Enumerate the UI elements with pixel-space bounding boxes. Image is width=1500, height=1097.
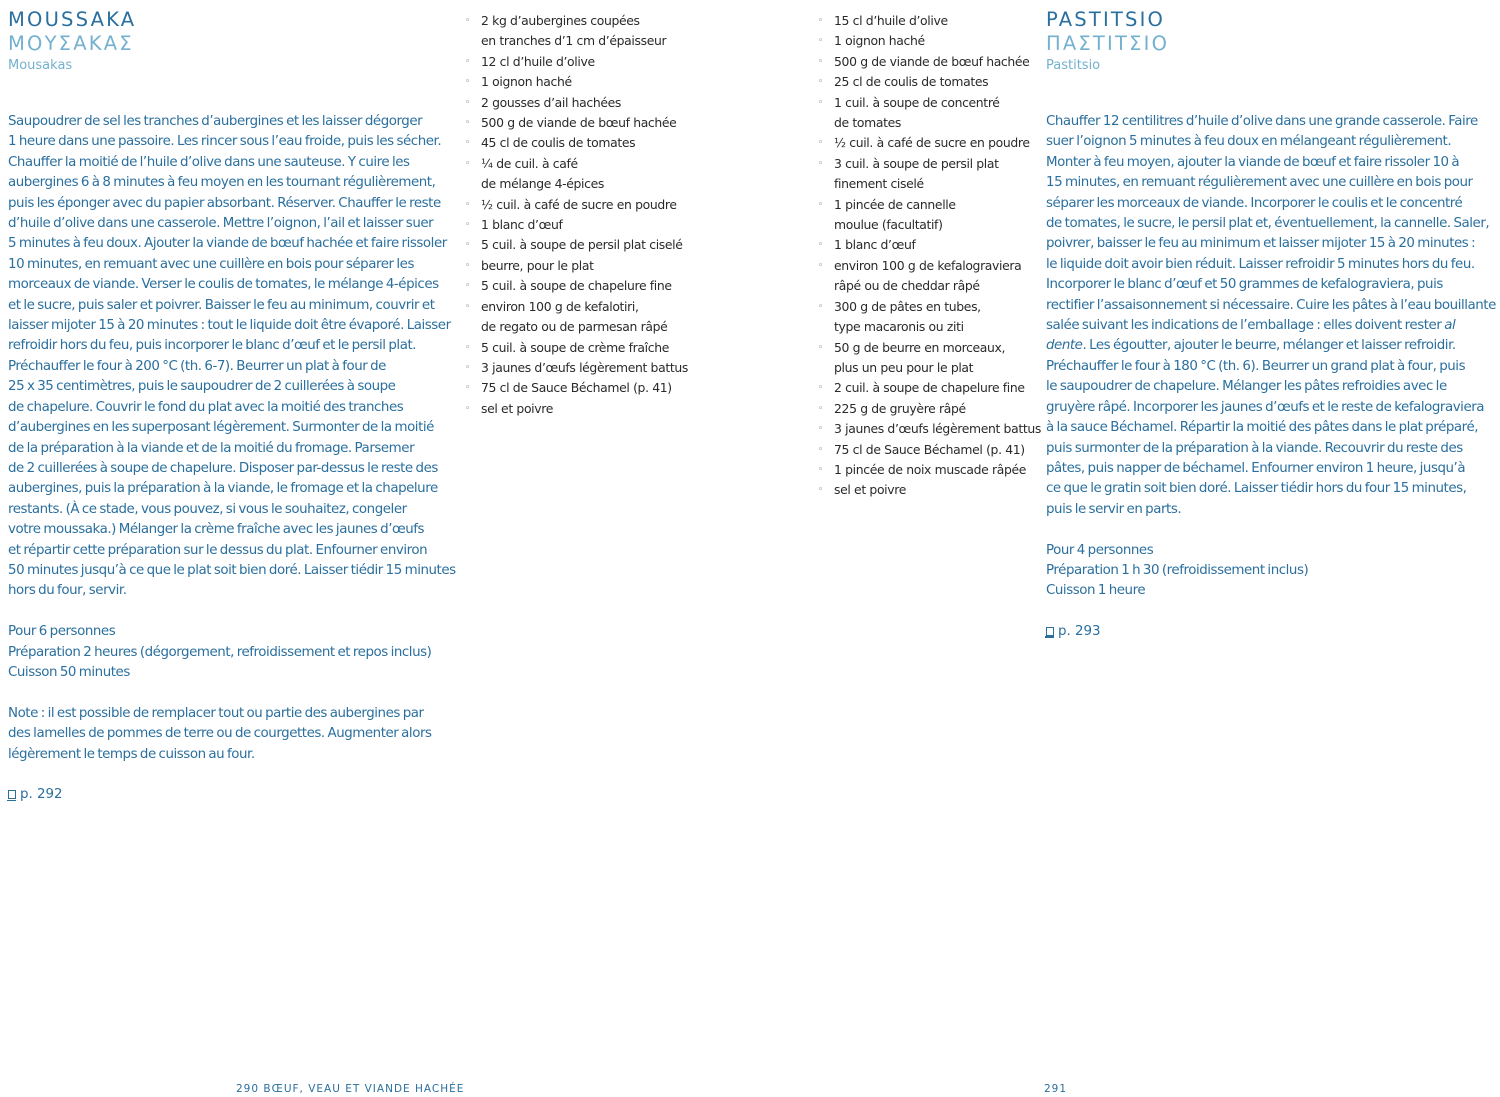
ingredient-text: ½ cuil. à café de sucre en poudre (481, 196, 677, 212)
bullet-icon: ◦ (465, 199, 470, 210)
ingredient-item (818, 399, 1038, 419)
cook-time: Cuisson 50 minutes (8, 664, 130, 680)
ingredient-text: finement ciselé (834, 176, 924, 192)
text-line: pâtes, puis napper de béchamel. Enfourner environ 1 heure, jusqu’à (1046, 460, 1466, 476)
ingredient-text: 1 oignon haché (481, 74, 572, 90)
ingredient-text: 1 blanc d’œuf (834, 237, 916, 253)
ingredient-item (818, 378, 1038, 398)
moussaka-note (8, 704, 453, 765)
ingredient-text: 3 jaunes d’œufs légèrement battus (481, 359, 688, 375)
ingredient-text: environ 100 g de kefalotiri, (481, 298, 639, 314)
text-line: refroidir hors du feu, puis incorporer le blanc d’œuf et le persil plat. (8, 338, 417, 354)
bullet-icon: ◦ (818, 199, 823, 210)
ingredient-text: râpé ou de cheddar râpé (834, 278, 980, 294)
ingredient-text: 5 cuil. à soupe de crème fraîche (481, 339, 669, 355)
page-reference[interactable] (1046, 622, 1496, 642)
ingredient-item (465, 358, 705, 378)
text-line: Chauffer la moitié de l’huile d’olive dans une sauteuse. Y cuire les (8, 154, 410, 170)
ingredient-item (465, 399, 705, 419)
ingredient-item (818, 480, 1038, 500)
text-line: de tomates, le sucre, le persil plat et, éventuellement, la cannelle. Saler, (1046, 216, 1490, 232)
bullet-icon: ◦ (465, 403, 470, 414)
pastitsio-ingredients (818, 11, 1041, 501)
bullet-icon: ◦ (465, 138, 470, 149)
ingredient-text: en tranches d’1 cm d’épaisseur (481, 33, 667, 49)
text-line: votre moussaka.) Mélanger la crème fraîche avec les jaunes d’œufs (8, 522, 425, 538)
ingredient-text: 2 gousses d’ail hachées (481, 94, 622, 110)
text-line: Note : il est possible de remplacer tout ou partie des aubergines par (8, 705, 424, 721)
text-line: poivrer, baisser le feu au minimum et laisser mijoter 15 à 20 minutes : (1046, 236, 1476, 252)
text-line: morceaux de viande. Verser le coulis de tomates, le mélange 4-épices (8, 277, 439, 293)
text-line: de 2 cuillerées à soupe de chapelure. Disposer par-dessus le reste des (8, 460, 438, 476)
ingredient-text: beurre, pour le plat (481, 257, 594, 273)
text-line: le saupoudrer de chapelure. Mélanger les pâtes refroidies avec le (1046, 379, 1447, 395)
ingredient-item (818, 52, 1038, 72)
bullet-icon: ◦ (818, 16, 823, 26)
text-line: salée suivant les indications de l’emballage : elles doivent rester al (1046, 318, 1456, 334)
bullet-icon: ◦ (465, 362, 470, 373)
ingredient-text: 50 g de beurre en morceaux, (834, 339, 1006, 355)
ingredient-text: type macaronis ou ziti (834, 319, 964, 335)
ingredient-item (465, 195, 705, 215)
prep-time: Préparation 1 h 30 (refroidissement inclus) (1046, 562, 1309, 578)
page-reference[interactable] (8, 785, 453, 805)
text-line: suer l’oignon 5 minutes à feu doux en mélangeant régulièrement. (1046, 134, 1452, 150)
ingredient-item (465, 133, 705, 153)
serves: Pour 6 personnes (8, 624, 116, 640)
recipe-title-greek: ΜΟΥΣΑΚΑΣ (8, 32, 134, 55)
page-reference-label: p. 292 (20, 787, 63, 803)
text-line: 25 x 35 centimètres, puis le saupoudrer de 2 cuillerées à soupe (8, 379, 396, 395)
ingredient-item (465, 154, 705, 195)
text-line: séparer les morceaux de viande. Incorporer le coulis et le concentré (1046, 195, 1463, 211)
text-line: puis le servir en parts. (1046, 501, 1182, 517)
ingredient-item (818, 11, 1038, 31)
moussaka-method (8, 112, 456, 602)
ingredient-text: 75 cl de Sauce Béchamel (p. 41) (481, 380, 672, 396)
ingredient-text: 500 g de viande de bœuf hachée (481, 115, 677, 131)
bullet-icon: ◦ (818, 464, 823, 475)
recipe-title: PASTITSIO (1046, 8, 1166, 31)
ingredient-text: ½ cuil. à café de sucre en poudre (834, 135, 1030, 151)
text-line: d’huile d’olive dans une casserole. Mettre l’oignon, l’ail et laisser suer (8, 216, 434, 232)
bullet-icon: ◦ (818, 301, 823, 312)
ingredient-text: de mélange 4-épices (481, 176, 604, 192)
ingredient-item (818, 440, 1038, 460)
text-line: Chauffer 12 centilitres d’huile d’olive dans une grande casserole. Faire (1046, 114, 1478, 129)
bullet-icon: ◦ (818, 424, 823, 435)
ingredient-text: environ 100 g de kefalograviera (834, 257, 1022, 273)
ingredient-item (818, 31, 1038, 51)
ingredient-item (465, 256, 705, 276)
recipe-title-transliteration: Pastitsio (1046, 58, 1101, 73)
ingredient-text: 1 cuil. à soupe de concentré (834, 94, 1000, 110)
bullet-icon: ◦ (465, 342, 470, 353)
bullet-icon: ◦ (465, 158, 470, 169)
text-line: 1 heure dans une passoire. Les rincer sous l’eau froide, puis les sécher. (8, 134, 442, 150)
text-line: gruyère râpé. Incorporer les jaunes d’œufs et le reste de kefalograviera (1046, 399, 1485, 415)
ingredient-text: 5 cuil. à soupe de persil plat ciselé (481, 237, 683, 253)
footer-left: 290 BŒUF, VEAU ET VIANDE HACHÉE (236, 1083, 465, 1095)
cook-time: Cuisson 1 heure (1046, 583, 1146, 599)
ingredient-text: 1 blanc d’œuf (481, 217, 563, 233)
ingredient-text: 2 kg d’aubergines coupées (481, 13, 640, 28)
text-line: 10 minutes, en remuant avec une cuillère en bois pour séparer les (8, 256, 414, 272)
ingredient-item (818, 297, 1038, 338)
text-line: Préchauffer le four à 200 °C (th. 6-7). Beurrer un plat à four de (8, 358, 386, 374)
text-line: Saupoudrer de sel les tranches d’aubergines et les laisser dégorger (8, 114, 423, 129)
pastitsio-recipe (1046, 8, 1496, 643)
ingredient-text: 1 pincée de cannelle (834, 196, 956, 212)
ingredient-item (465, 11, 705, 52)
recipe-title-greek: ΠΑΣΤΙΤΣΙΟ (1046, 32, 1170, 55)
text-line: hors du four, servir. (8, 583, 127, 599)
text-line: ce que le gratin soit bien doré. Laisser tiédir hors du four 15 minutes, (1046, 481, 1467, 497)
text-line: rectifier l’assaisonnement si nécessaire. Cuire les pâtes à l’eau bouillante (1046, 297, 1496, 313)
bullet-icon: ◦ (818, 444, 823, 455)
bullet-icon: ◦ (465, 383, 470, 394)
bullet-icon: ◦ (818, 138, 823, 149)
ingredient-text: 300 g de pâtes en tubes, (834, 298, 981, 314)
ingredient-text: 3 cuil. à soupe de persil plat (834, 155, 999, 171)
ingredient-text: 1 oignon haché (834, 33, 925, 49)
ingredient-item (465, 378, 705, 398)
recipe-title: MOUSSAKA (8, 8, 137, 31)
ingredient-text: 2 cuil. à soupe de chapelure fine (834, 380, 1025, 396)
book-icon (1046, 627, 1054, 636)
text-line: 5 minutes à feu doux. Ajouter la viande de bœuf hachée et faire rissoler (8, 236, 447, 252)
ingredient-item (818, 195, 1038, 236)
text-line: aubergines, puis la préparation à la viande, le fromage et la chapelure (8, 481, 438, 497)
ingredient-item (818, 419, 1041, 439)
text-line: à la sauce Béchamel. Répartir la moitié des pâtes dans le plat préparé, (1046, 420, 1479, 436)
text-line: restants. (À ce stade, vous pouvez, si vous le souhaitez, congeler (8, 501, 407, 517)
ingredient-text: 500 g de viande de bœuf hachée (834, 53, 1030, 69)
ingredient-text: 5 cuil. à soupe de chapelure fine (481, 278, 672, 294)
ingredient-item (465, 235, 705, 255)
bullet-icon: ◦ (818, 97, 823, 108)
bullet-icon: ◦ (818, 383, 823, 394)
ingredient-item (818, 256, 1038, 297)
bullet-icon: ◦ (465, 97, 470, 108)
text-line: de chapelure. Couvrir le fond du plat avec la moitié des tranches (8, 399, 404, 415)
ingredient-item (818, 235, 1038, 255)
bullet-icon: ◦ (465, 260, 470, 271)
text-line: puis surmonter de la préparation à la viande. Recouvrir du reste des (1046, 440, 1463, 456)
ingredient-item (818, 154, 1038, 195)
text-line: 15 minutes, en remuant régulièrement avec une cuillère en bois pour (1046, 175, 1473, 191)
ingredient-item (818, 133, 1038, 153)
recipe-title-transliteration: Mousakas (8, 58, 73, 73)
prep-time: Préparation 2 heures (dégorgement, refroidissement et repos inclus) (8, 644, 432, 660)
text-line: légèrement le temps de cuisson au four. (8, 746, 255, 762)
ingredient-text: 45 cl de coulis de tomates (481, 135, 636, 151)
bullet-icon: ◦ (465, 301, 470, 312)
moussaka-recipe (8, 8, 456, 806)
ingredient-item (818, 93, 1038, 134)
ingredient-item (465, 338, 705, 358)
bullet-icon: ◦ (818, 56, 823, 67)
ingredient-item (465, 113, 705, 133)
serves: Pour 4 personnes (1046, 542, 1154, 558)
ingredient-text: 3 jaunes d’œufs légèrement battus (834, 421, 1041, 437)
bullet-icon: ◦ (818, 403, 823, 414)
bullet-icon: ◦ (465, 118, 470, 129)
book-icon (8, 790, 16, 799)
ingredient-item (465, 72, 705, 92)
text-line: Préchauffer le four à 180 °C (th. 6). Beurrer un grand plat à four, puis (1046, 358, 1466, 374)
ingredient-text: 75 cl de Sauce Béchamel (p. 41) (834, 441, 1025, 457)
pastitsio-method (1046, 112, 1496, 520)
text-line: d’aubergines en les superposant légèrement. Surmonter de la moitié (8, 420, 434, 436)
bullet-icon: ◦ (465, 281, 470, 292)
text-line: dente. Les égoutter, ajouter le beurre, mélanger et laisser refroidir. (1046, 338, 1456, 354)
ingredient-text: 12 cl d’huile d’olive (481, 53, 595, 69)
bullet-icon: ◦ (465, 56, 470, 67)
moussaka-ingredients (465, 11, 705, 419)
bullet-icon: ◦ (465, 240, 470, 251)
bullet-icon: ◦ (818, 36, 823, 47)
ingredient-item (465, 93, 705, 113)
text-line: laisser mijoter 15 à 20 minutes : tout le liquide doit être évaporé. Laisser (8, 318, 451, 334)
ingredient-item (465, 276, 705, 296)
bullet-icon: ◦ (465, 220, 470, 231)
ingredient-text: plus un peu pour le plat (834, 359, 974, 375)
ingredient-item (818, 72, 1038, 92)
ingredient-text: sel et poivre (481, 400, 553, 416)
ingredient-item (465, 215, 705, 235)
footer-right: 291 (1044, 1083, 1068, 1095)
ingredient-item (465, 297, 705, 338)
page-reference-label: p. 293 (1058, 624, 1101, 640)
ingredient-text: 1 pincée de noix muscade râpée (834, 461, 1027, 477)
text-line: 50 minutes jusqu’à ce que le plat soit bien doré. Laisser tiédir 15 minutes (8, 562, 456, 578)
text-line: aubergines 6 à 8 minutes à feu moyen en les tournant régulièrement, (8, 175, 436, 191)
bullet-icon: ◦ (465, 77, 470, 88)
text-line: et le sucre, puis saler et poivrer. Baisser le feu au minimum, couvrir et (8, 297, 435, 313)
ingredient-text: 225 g de gruyère râpé (834, 400, 966, 416)
ingredient-text: de regato ou de parmesan râpé (481, 319, 668, 335)
text-line: Monter à feu moyen, ajouter la viande de bœuf et faire rissoler 10 à (1046, 154, 1460, 170)
text-line: des lamelles de pommes de terre ou de courgettes. Augmenter alors (8, 726, 432, 742)
bullet-icon: ◦ (465, 16, 470, 26)
ingredient-text: 25 cl de coulis de tomates (834, 74, 989, 90)
ingredient-text: ¼ de cuil. à café (481, 155, 578, 171)
ingredient-item (818, 338, 1038, 379)
ingredient-text: moulue (facultatif) (834, 217, 943, 233)
text-line: puis les éponger avec du papier absorbant. Réserver. Chauffer le reste (8, 195, 441, 211)
bullet-icon: ◦ (818, 77, 823, 88)
ingredient-text: sel et poivre (834, 482, 906, 498)
ingredient-text: de tomates (834, 115, 901, 131)
text-line: Incorporer le blanc d’œuf et 50 grammes de kefalograviera, puis (1046, 277, 1443, 293)
bullet-icon: ◦ (818, 260, 823, 271)
text-line: le liquide doit avoir bien réduit. Laisser refroidir 5 minutes hors du feu. (1046, 256, 1475, 272)
ingredient-item (465, 52, 705, 72)
bullet-icon: ◦ (818, 158, 823, 169)
bullet-icon: ◦ (818, 342, 823, 353)
text-line: de la préparation à la viande et de la moitié du fromage. Parsemer (8, 440, 415, 456)
text-line: et répartir cette préparation sur le dessus du plat. Enfourner environ (8, 542, 428, 558)
ingredient-item (818, 460, 1038, 480)
ingredient-text: 15 cl d’huile d’olive (834, 13, 948, 28)
bullet-icon: ◦ (818, 240, 823, 251)
bullet-icon: ◦ (818, 485, 823, 496)
